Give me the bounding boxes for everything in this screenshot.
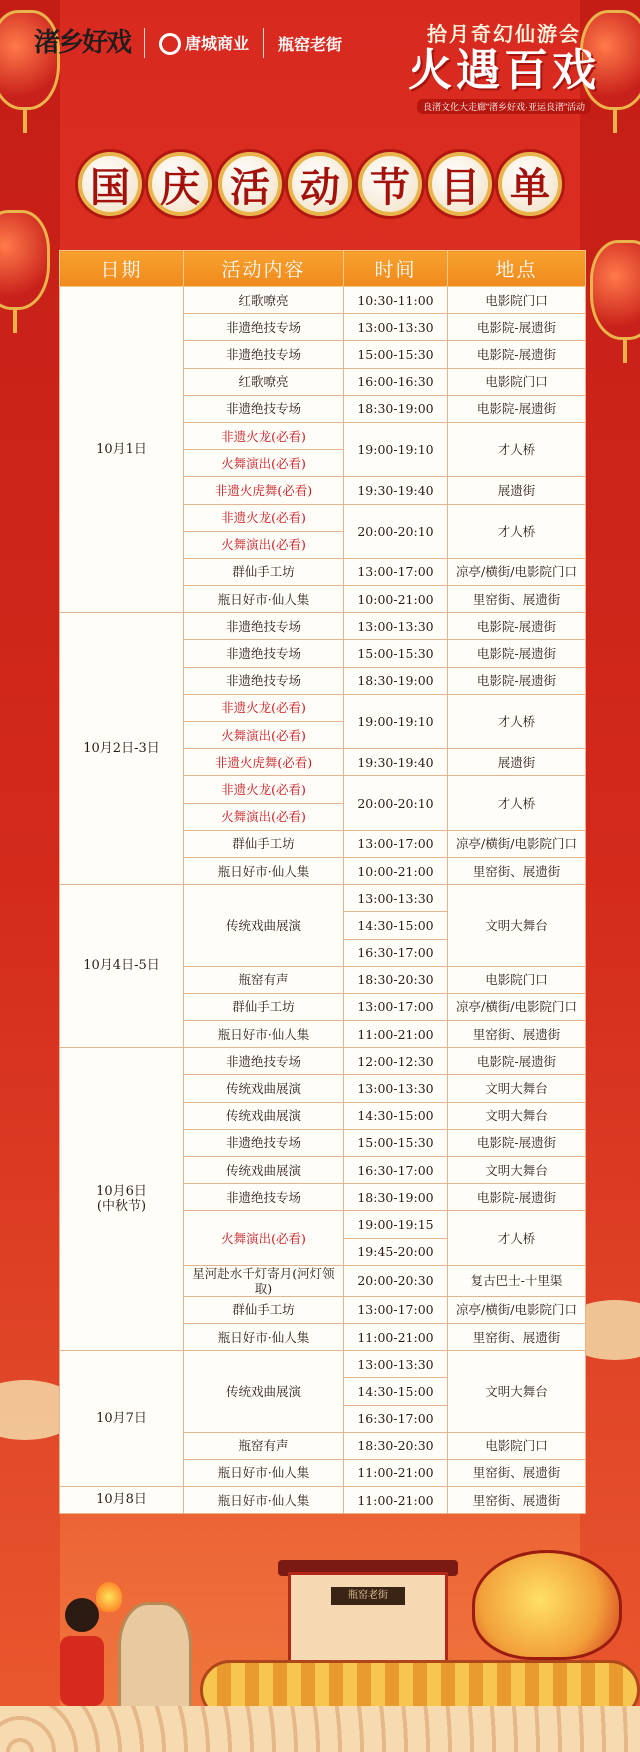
title-character: 动	[288, 152, 352, 216]
brand-row	[34, 28, 342, 58]
activity-cell: 非遗火龙(必看)	[184, 504, 344, 531]
partner-logo-1	[159, 31, 249, 56]
header-place: 地点	[448, 251, 586, 287]
brand-logo-mark: 渚乡好戏	[34, 28, 131, 58]
wave-decoration	[0, 1706, 640, 1752]
time-cell: 19:00-19:10	[344, 422, 448, 476]
time-cell: 18:30-19:00	[344, 1184, 448, 1211]
place-cell: 电影院-展遗街	[448, 314, 586, 341]
activity-cell: 火舞演出(必看)	[184, 803, 344, 830]
title-character: 活	[218, 152, 282, 216]
activity-cell: 传统戏曲展演	[184, 1102, 344, 1129]
partner-logo-icon	[159, 33, 181, 55]
date-cell	[60, 1351, 184, 1487]
activity-cell: 非遗绝技专场	[184, 667, 344, 694]
performer-body	[60, 1636, 104, 1706]
activity-cell: 群仙手工坊	[184, 993, 344, 1020]
performer-illustration	[60, 1598, 104, 1718]
partner-logo-2: 瓶窑老街	[278, 36, 343, 54]
date-label: 10月7日	[96, 1410, 147, 1426]
place-cell: 凉亭/横街/电影院门口	[448, 1296, 586, 1323]
activity-cell: 非遗绝技专场	[184, 314, 344, 341]
place-cell: 电影院-展遗街	[448, 1184, 586, 1211]
time-cell: 13:00-13:30	[344, 1075, 448, 1102]
place-cell: 电影院-展遗街	[448, 1129, 586, 1156]
activity-cell: 非遗绝技专场	[184, 341, 344, 368]
time-cell: 20:00-20:10	[344, 776, 448, 830]
footer-scene	[0, 1520, 640, 1752]
lantern-icon	[590, 240, 640, 340]
place-cell: 里窑街、展遗街	[448, 586, 586, 613]
title-character: 节	[358, 152, 422, 216]
time-cell: 13:00-17:00	[344, 993, 448, 1020]
date-cell	[60, 885, 184, 1048]
activity-cell: 瓶日好市·仙人集	[184, 1459, 344, 1486]
date-cell	[60, 1487, 184, 1514]
time-cell: 18:30-20:30	[344, 1432, 448, 1459]
place-cell: 电影院门口	[448, 966, 586, 993]
time-cell: 13:00-13:30	[344, 314, 448, 341]
time-cell: 12:00-12:30	[344, 1048, 448, 1075]
time-cell: 11:00-21:00	[344, 1487, 448, 1514]
time-cell: 19:30-19:40	[344, 749, 448, 776]
activity-cell: 传统戏曲展演	[184, 1075, 344, 1102]
activity-cell: 火舞演出(必看)	[184, 450, 344, 477]
place-cell: 文明大舞台	[448, 1075, 586, 1102]
date-cell	[60, 613, 184, 885]
activity-cell: 非遗火龙(必看)	[184, 694, 344, 721]
header	[0, 0, 640, 130]
place-cell: 文明大舞台	[448, 1351, 586, 1433]
event-subtitle: 拾月奇幻仙游会	[427, 22, 581, 46]
time-cell: 16:30-17:00	[344, 939, 448, 966]
time-cell: 19:30-19:40	[344, 477, 448, 504]
activity-cell: 瓶日好市·仙人集	[184, 1323, 344, 1350]
date-label: 10月2日-3日	[83, 740, 160, 756]
activity-cell: 非遗火龙(必看)	[184, 776, 344, 803]
time-cell: 20:00-20:30	[344, 1265, 448, 1296]
time-cell: 11:00-21:00	[344, 1459, 448, 1486]
time-cell: 13:00-17:00	[344, 830, 448, 857]
time-cell: 11:00-21:00	[344, 1021, 448, 1048]
header-date: 日期	[60, 251, 184, 287]
activity-cell: 瓶日好市·仙人集	[184, 857, 344, 884]
time-cell: 10:30-11:00	[344, 287, 448, 314]
activity-cell: 非遗火虎舞(必看)	[184, 749, 344, 776]
time-cell: 11:00-21:00	[344, 1323, 448, 1350]
activity-cell: 非遗火虎舞(必看)	[184, 477, 344, 504]
gate-sign: 瓶窑老街	[331, 1587, 405, 1605]
place-cell: 电影院-展遗街	[448, 395, 586, 422]
time-cell: 13:00-13:30	[344, 613, 448, 640]
time-cell: 15:00-15:30	[344, 341, 448, 368]
activity-cell: 传统戏曲展演	[184, 1157, 344, 1184]
title-character: 国	[78, 152, 142, 216]
time-cell: 13:00-13:30	[344, 885, 448, 912]
table-row	[60, 613, 586, 640]
place-cell: 文明大舞台	[448, 885, 586, 967]
table-row	[60, 1487, 586, 1514]
date-cell	[60, 1048, 184, 1351]
time-cell: 19:00-19:10	[344, 694, 448, 748]
place-cell: 才人桥	[448, 422, 586, 476]
activity-cell: 传统戏曲展演	[184, 885, 344, 967]
activity-cell: 星河赴水千灯寄月(河灯领取)	[184, 1265, 344, 1296]
place-cell: 电影院-展遗街	[448, 667, 586, 694]
time-cell: 15:00-15:30	[344, 1129, 448, 1156]
activity-cell: 群仙手工坊	[184, 1296, 344, 1323]
place-cell: 电影院-展遗街	[448, 613, 586, 640]
kiln-illustration	[118, 1602, 192, 1712]
time-cell: 16:30-17:00	[344, 1157, 448, 1184]
activity-cell: 非遗绝技专场	[184, 395, 344, 422]
event-caption: 良渚文化大走廊“渚乡好戏·亚运良渚”活动	[417, 99, 591, 114]
title-character: 单	[498, 152, 562, 216]
brand-divider	[144, 28, 145, 58]
place-cell: 里窑街、展遗街	[448, 1459, 586, 1486]
activity-cell: 传统戏曲展演	[184, 1351, 344, 1433]
place-cell: 里窑街、展遗街	[448, 1487, 586, 1514]
time-cell: 13:00-17:00	[344, 558, 448, 585]
activity-cell: 非遗绝技专场	[184, 613, 344, 640]
table-row	[60, 287, 586, 314]
header-activity: 活动内容	[184, 251, 344, 287]
place-cell: 凉亭/横街/电影院门口	[448, 558, 586, 585]
place-cell: 里窑街、展遗街	[448, 1021, 586, 1048]
time-cell: 18:30-19:00	[344, 395, 448, 422]
schedule-table	[59, 250, 586, 1514]
partner-name-1: 唐城商业	[185, 35, 250, 53]
place-cell: 电影院-展遗街	[448, 640, 586, 667]
date-label: 10月1日	[96, 441, 147, 457]
activity-cell: 瓶日好市·仙人集	[184, 1021, 344, 1048]
activity-cell: 群仙手工坊	[184, 558, 344, 585]
time-cell: 14:30-15:00	[344, 1378, 448, 1405]
place-cell: 文明大舞台	[448, 1102, 586, 1129]
place-cell: 才人桥	[448, 1211, 586, 1265]
place-cell: 才人桥	[448, 504, 586, 558]
activity-cell: 瓶日好市·仙人集	[184, 1487, 344, 1514]
table-row	[60, 1351, 586, 1378]
activity-cell: 火舞演出(必看)	[184, 1211, 344, 1265]
time-cell: 14:30-15:00	[344, 1102, 448, 1129]
place-cell: 才人桥	[448, 694, 586, 748]
activity-cell: 瓶窑有声	[184, 1432, 344, 1459]
performer-head	[65, 1598, 99, 1632]
date-note: (中秋节)	[96, 1199, 147, 1215]
place-cell: 凉亭/横街/电影院门口	[448, 830, 586, 857]
place-cell: 电影院门口	[448, 368, 586, 395]
place-cell: 复古巴士-十里渠	[448, 1265, 586, 1296]
time-cell: 18:30-19:00	[344, 667, 448, 694]
place-cell: 凉亭/横街/电影院门口	[448, 993, 586, 1020]
date-label: 10月4日-5日	[83, 958, 160, 974]
table-header-row	[60, 251, 586, 287]
activity-cell: 红歌嘹亮	[184, 287, 344, 314]
event-title: 火遇百戏	[408, 45, 600, 96]
time-cell: 10:00-21:00	[344, 857, 448, 884]
activity-cell: 非遗绝技专场	[184, 640, 344, 667]
activity-cell: 非遗火龙(必看)	[184, 422, 344, 449]
place-cell: 文明大舞台	[448, 1157, 586, 1184]
time-cell: 14:30-15:00	[344, 912, 448, 939]
time-cell: 15:00-15:30	[344, 640, 448, 667]
activity-cell: 群仙手工坊	[184, 830, 344, 857]
place-cell: 里窑街、展遗街	[448, 1323, 586, 1350]
date-label: 10月6日	[96, 1183, 147, 1199]
schedule-body	[60, 287, 586, 1514]
title-character: 庆	[148, 152, 212, 216]
time-cell: 18:30-20:30	[344, 966, 448, 993]
time-cell: 13:00-17:00	[344, 1296, 448, 1323]
time-cell: 10:00-21:00	[344, 586, 448, 613]
activity-cell: 火舞演出(必看)	[184, 531, 344, 558]
header-time: 时间	[344, 251, 448, 287]
time-cell: 13:00-13:30	[344, 1351, 448, 1378]
place-cell: 电影院门口	[448, 1432, 586, 1459]
place-cell: 电影院门口	[448, 287, 586, 314]
activity-cell: 红歌嘹亮	[184, 368, 344, 395]
activity-cell: 火舞演出(必看)	[184, 722, 344, 749]
time-cell: 19:45-20:00	[344, 1238, 448, 1265]
place-cell: 里窑街、展遗街	[448, 857, 586, 884]
table-row	[60, 1048, 586, 1075]
place-cell: 才人桥	[448, 776, 586, 830]
date-cell	[60, 287, 184, 613]
torch-icon	[96, 1582, 122, 1612]
table-row	[60, 885, 586, 912]
place-cell: 展遗街	[448, 749, 586, 776]
title-character: 目	[428, 152, 492, 216]
event-title-block	[408, 18, 600, 114]
place-cell: 电影院-展遗街	[448, 341, 586, 368]
activity-cell: 非遗绝技专场	[184, 1048, 344, 1075]
brand-divider	[263, 28, 264, 58]
activity-cell: 非遗绝技专场	[184, 1184, 344, 1211]
lion-dance-head-illustration	[472, 1550, 622, 1660]
activity-cell: 瓶日好市·仙人集	[184, 586, 344, 613]
place-cell: 展遗街	[448, 477, 586, 504]
time-cell: 16:00-16:30	[344, 368, 448, 395]
time-cell: 16:30-17:00	[344, 1405, 448, 1432]
time-cell: 19:00-19:15	[344, 1211, 448, 1238]
date-label: 10月8日	[96, 1492, 147, 1508]
time-cell: 20:00-20:10	[344, 504, 448, 558]
page-title	[0, 152, 640, 216]
activity-cell: 非遗绝技专场	[184, 1129, 344, 1156]
activity-cell: 瓶窑有声	[184, 966, 344, 993]
place-cell: 电影院-展遗街	[448, 1048, 586, 1075]
